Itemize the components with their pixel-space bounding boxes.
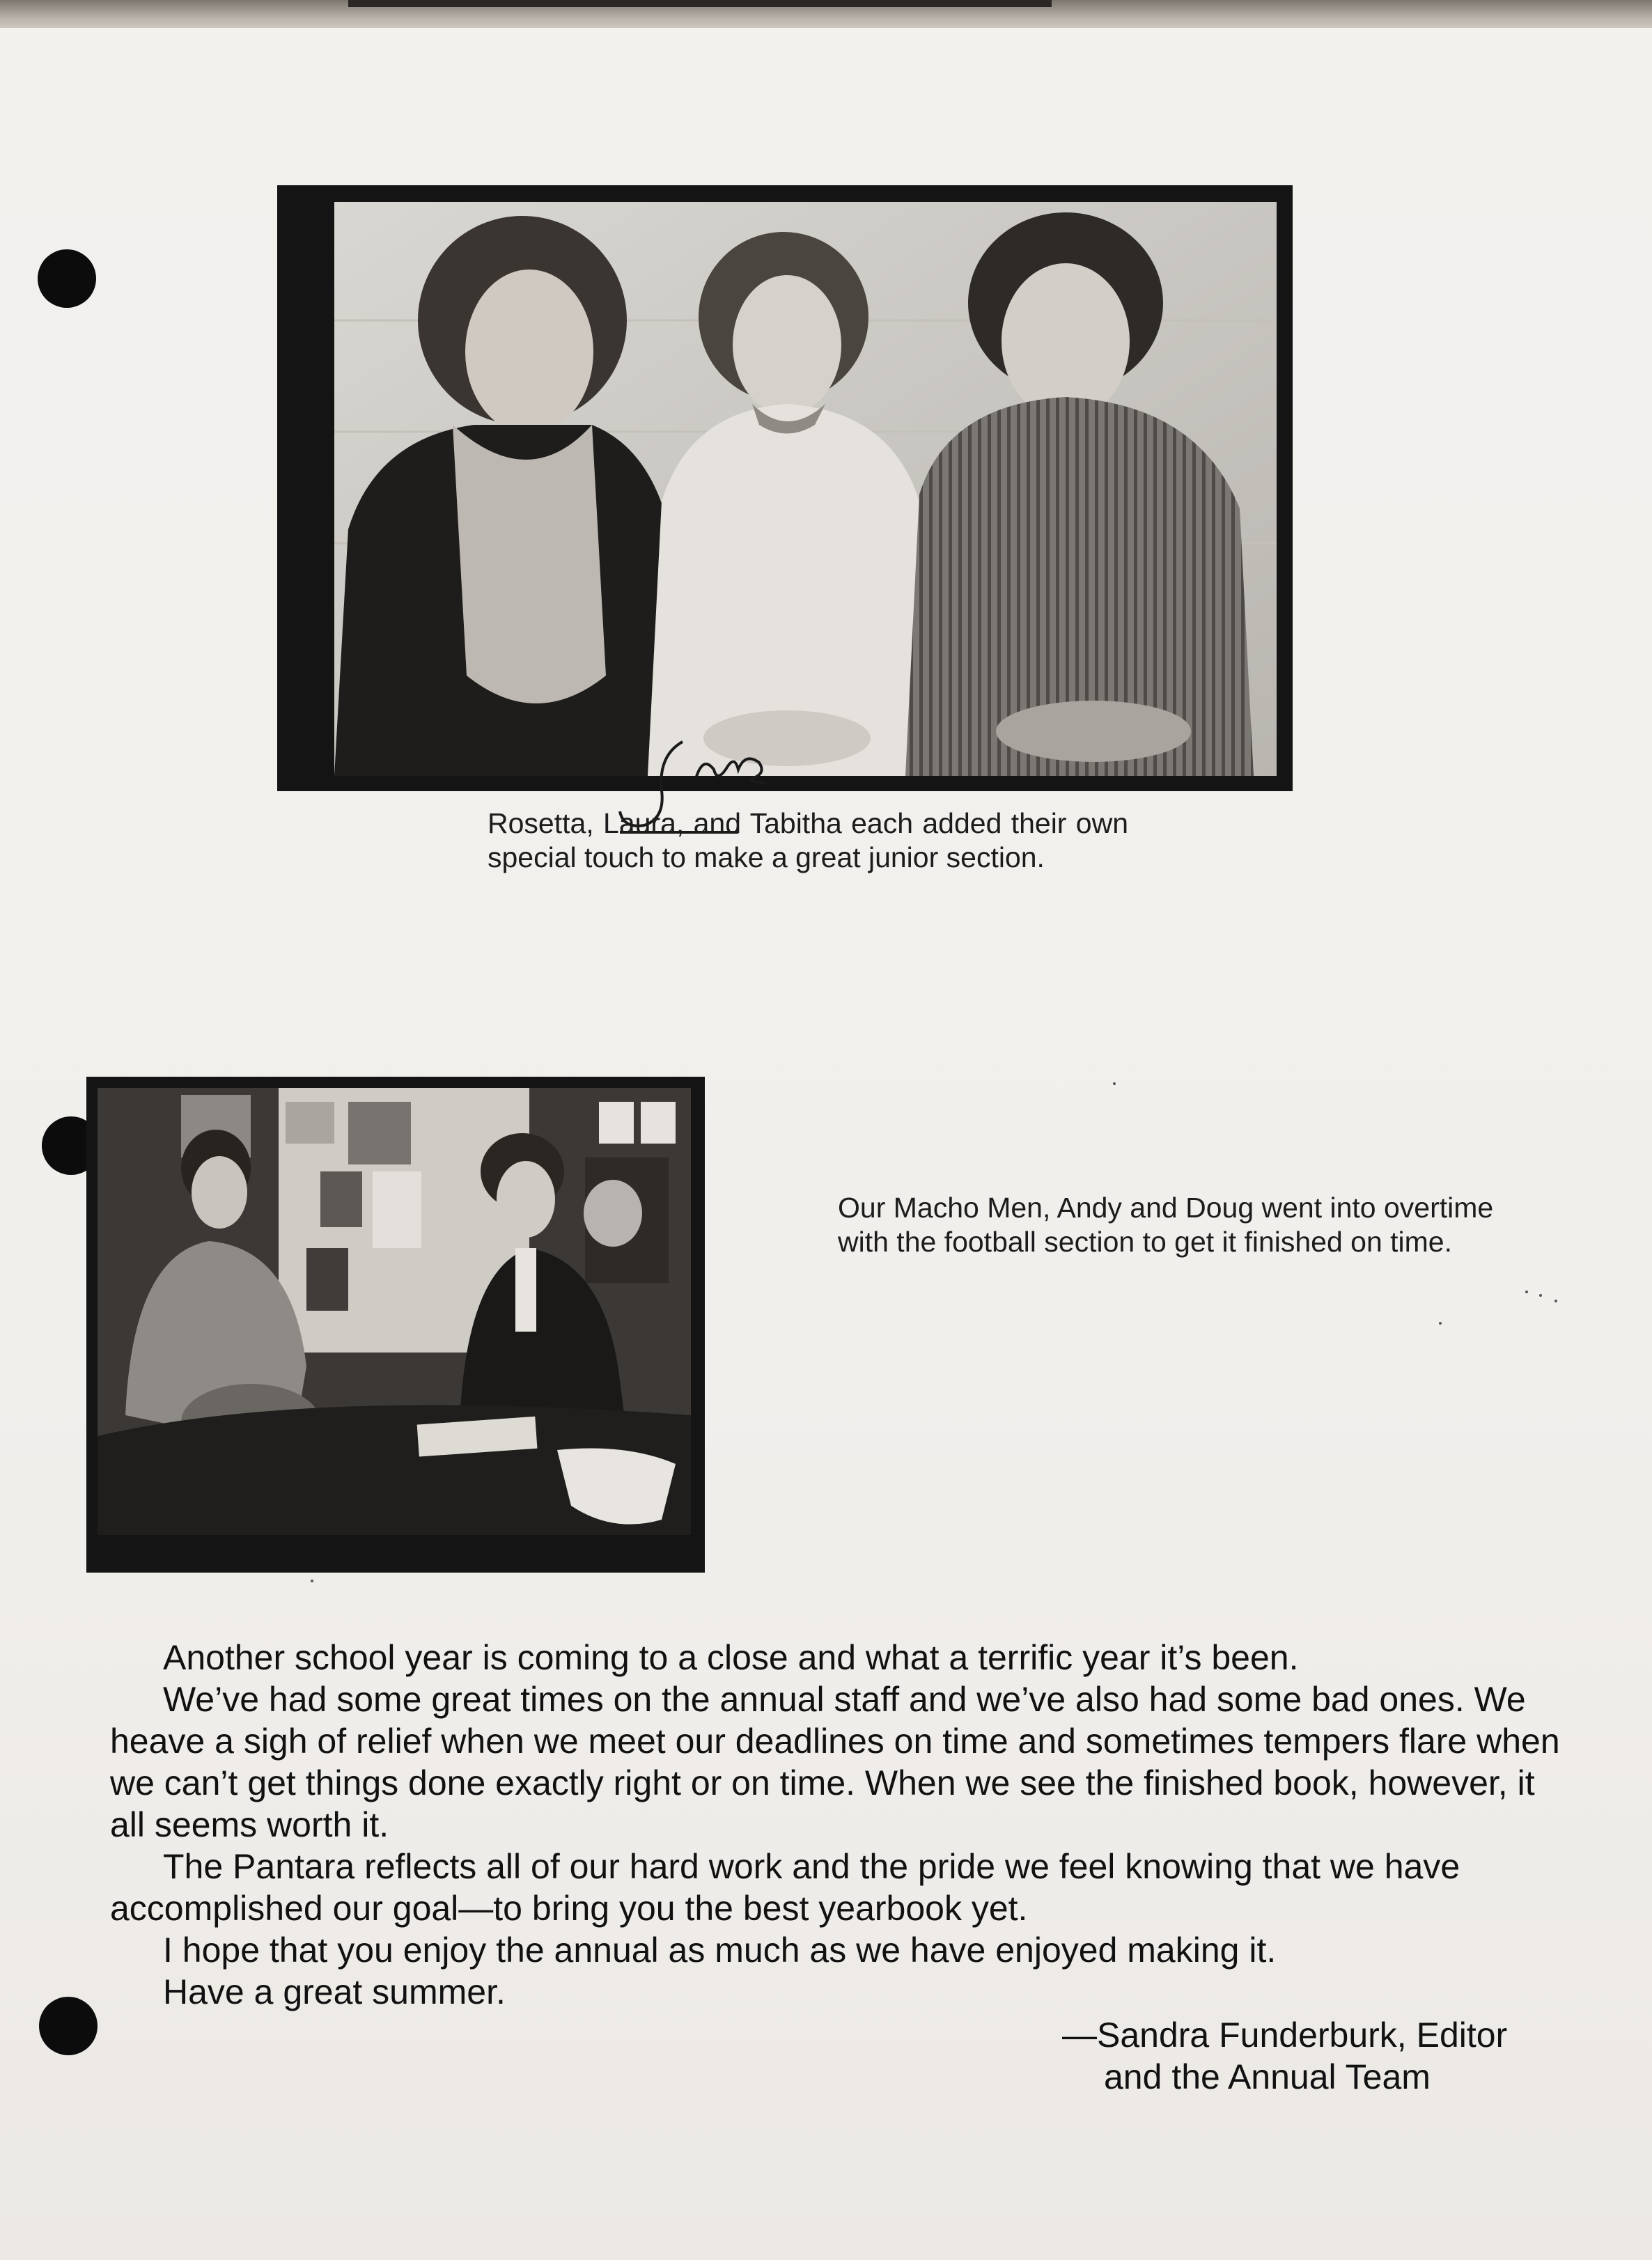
letter-paragraph: The Pantara reflects all of our hard work and the pride we feel knowing that we have accomplished our goal—to bring you the best yearbook yet. <box>110 1847 1460 1928</box>
editor-letter <box>110 1637 1566 2013</box>
juniors-photo <box>334 202 1277 776</box>
signature-name: —Sandra Funderburk, Editor <box>1062 2016 1508 2055</box>
previous-page-edge <box>348 0 1052 7</box>
paper-speck <box>1539 1294 1542 1297</box>
paper-speck <box>1525 1291 1528 1293</box>
macho-men-photo <box>98 1088 691 1535</box>
juniors-caption: Rosetta, Laura, and Tabitha each added their own special touch to make a great junior section. <box>488 807 1128 873</box>
paper-speck <box>1554 1300 1557 1302</box>
paper-speck <box>311 1580 313 1582</box>
letter-paragraph: Have a great summer. <box>163 1972 506 2011</box>
binder-hole-bottom <box>39 1997 98 2055</box>
macho-men-caption: Our Macho Men, Andy and Doug went into overtime with the football section to get it finished on time. <box>838 1192 1494 1258</box>
signature-team: and the Annual Team <box>1104 2057 1431 2096</box>
paper-speck <box>1439 1322 1442 1325</box>
paper-speck <box>1113 1082 1116 1085</box>
letter-paragraph: We’ve had some great times on the annual staff and we’ve also had some bad ones. We heave a sigh of relief when we meet our deadlines on time and sometimes tempers flare when we can’t get things done exactly right or on time. When we see the finished book, however, it all seems worth it. <box>110 1680 1560 1844</box>
binder-hole-top <box>38 249 96 308</box>
letter-paragraph: Another school year is coming to a close and what a terrific year it’s been. <box>163 1638 1299 1677</box>
letter-paragraph: I hope that you enjoy the annual as much as we have enjoyed making it. <box>163 1931 1277 1970</box>
editor-signature <box>1062 2014 1507 2098</box>
